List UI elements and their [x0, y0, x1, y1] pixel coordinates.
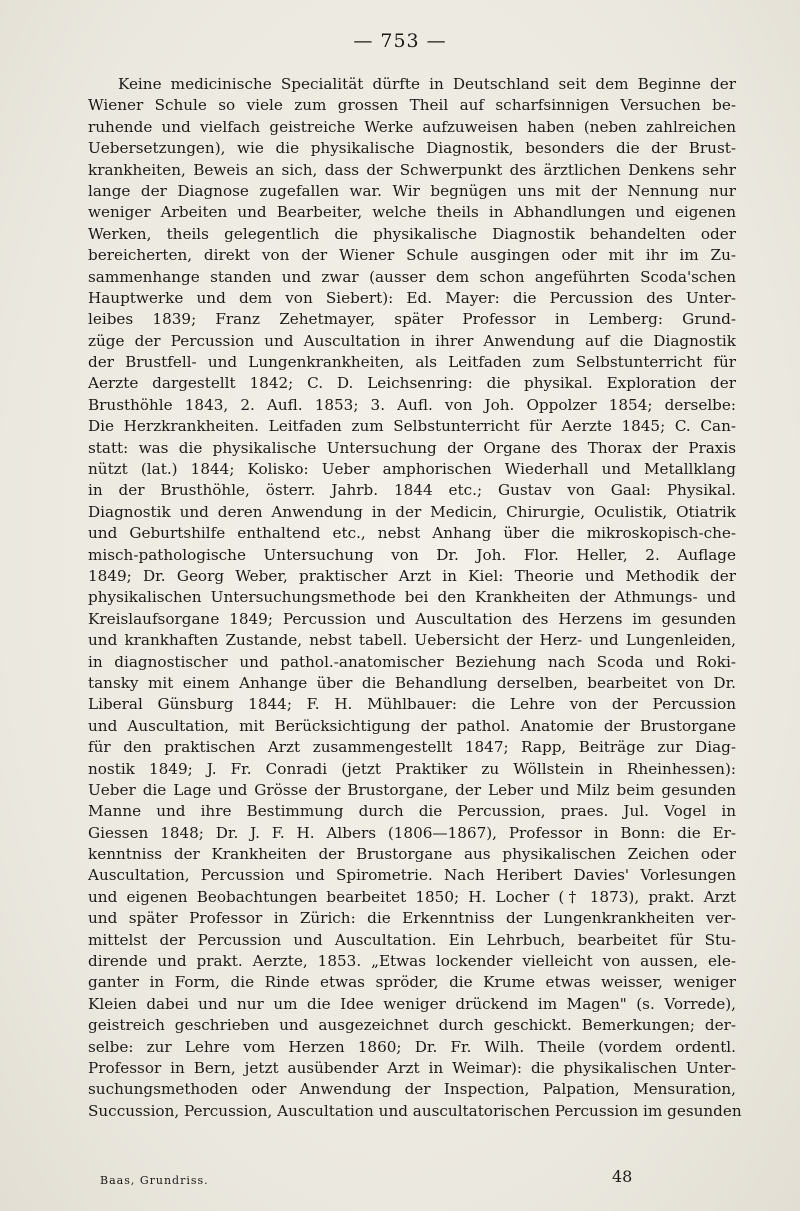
text-line: geistreich geschrieben und ausgezeichnet durch geschickt. Bemerkungen; der-: [88, 1016, 736, 1035]
text-line: Kreislaufsorgane 1849; Percussion und Auscultation des Herzens im gesunden: [88, 609, 736, 628]
text-line: Uebersetzungen), wie die physikalische Diagnostik, besonders die der Brust-: [88, 139, 736, 158]
text-line: lange der Diagnose zugefallen war. Wir begnügen uns mit der Nennung nur: [88, 181, 736, 200]
text-line: leibes 1839; Franz Zehetmayer, später Professor in Lemberg: Grund-: [88, 310, 736, 329]
text-line: der Brustfell- und Lungenkrankheiten, als Leitfaden zum Selbstunterricht für: [88, 353, 736, 372]
text-line: Professor in Bern, jetzt ausübender Arzt in Weimar): die physikalischen Unter-: [88, 1058, 736, 1077]
text-line: nützt (lat.) 1844; Kolisko: Ueber amphorischen Wiederhall und Metallklang: [88, 460, 736, 479]
text-line: und Auscultation, mit Berücksichtigung der pathol. Anatomie der Brustorgane: [88, 716, 736, 735]
text-line: Keine medicinische Specialität dürfte in Deutschland seit dem Beginne der: [118, 75, 736, 93]
text-line: misch-pathologische Untersuchung von Dr. Joh. Flor. Heller, 2. Auflage: [88, 545, 736, 564]
text-line: ruhende und vielfach geistreiche Werke aufzuweisen haben (neben zahlreichen: [88, 117, 736, 136]
text-line: Kleien dabei und nur um die Idee weniger drückend im Magen" (s. Vorrede),: [88, 994, 736, 1013]
text-line: mittelst der Percussion und Auscultation. Ein Lehrbuch, bearbeitet für Stu-: [88, 930, 736, 949]
body-text: [88, 74, 742, 1122]
text-line: in der Brusthöhle, österr. Jahrb. 1844 etc.; Gustav von Gaal: Physikal.: [88, 481, 736, 500]
text-line: Auscultation, Percussion und Spirometrie. Nach Heribert Davies' Vorlesungen: [88, 866, 736, 885]
text-line: und später Professor in Zürich: die Erkenntniss der Lungenkrankheiten ver-: [88, 909, 736, 928]
text-line: Diagnostik und deren Anwendung in der Medicin, Chirurgie, Oculistik, Otiatrik: [88, 502, 736, 521]
text-line: 1849; Dr. Georg Weber, praktischer Arzt in Kiel: Theorie und Methodik der: [88, 566, 736, 585]
page-number: — 753 —: [353, 30, 447, 52]
text-line: und krankhaften Zustande, nebst tabell. Uebersicht der Herz- und Lungenleiden,: [88, 631, 736, 650]
text-line: suchungsmethoden oder Anwendung der Inspection, Palpation, Mensuration,: [88, 1080, 736, 1099]
text-line: Manne und ihre Bestimmung durch die Percussion, praes. Jul. Vogel in: [88, 802, 736, 821]
text-line: züge der Percussion und Auscultation in ihrer Anwendung auf die Diagnostik: [88, 331, 736, 350]
footer-book-title: Baas, Grundriss.: [100, 1174, 209, 1187]
text-line: Liberal Günsburg 1844; F. H. Mühlbauer: die Lehre von der Percussion: [88, 695, 736, 714]
text-line: sammenhange standen und zwar (ausser dem schon angeführten Scoda'schen: [88, 267, 736, 286]
text-line: Werken, theils gelegentlich die physikalische Diagnostik behandelten oder: [88, 224, 736, 243]
text-line: Succussion, Percussion, Auscultation und auscultatorischen Percussion im gesunden: [88, 1101, 742, 1120]
text-line: weniger Arbeiten und Bearbeiter, welche theils in Abhandlungen und eigenen: [88, 203, 736, 222]
text-line: krankheiten, Beweis an sich, dass der Schwerpunkt des ärztlichen Denkens sehr: [88, 160, 736, 179]
text-line: statt: was die physikalische Untersuchung der Organe des Thorax der Praxis: [88, 438, 736, 457]
text-line: Die Herzkrankheiten. Leitfaden zum Selbstunterricht für Aerzte 1845; C. Can-: [88, 417, 736, 436]
text-line: physikalischen Untersuchungsmethode bei den Krankheiten der Athmungs- und: [88, 588, 736, 607]
text-line: dirende und prakt. Aerzte, 1853. „Etwas lockender vielleicht von aussen, ele-: [88, 952, 736, 971]
text-line: für den praktischen Arzt zusammengestellt 1847; Rapp, Beiträge zur Diag-: [88, 738, 736, 757]
text-line: Giessen 1848; Dr. J. F. H. Albers (1806—1867), Professor in Bonn: die Er-: [88, 823, 736, 842]
text-line: nostik 1849; J. Fr. Conradi (jetzt Praktiker zu Wöllstein in Rheinhessen):: [88, 759, 736, 778]
text-line: ganter in Form, die Rinde etwas spröder, die Krume etwas weisser, weniger: [88, 973, 736, 992]
text-line: kenntniss der Krankheiten der Brustorgane aus physikalischen Zeichen oder: [88, 845, 736, 864]
footer-signature-number: 48: [612, 1167, 633, 1186]
text-line: Wiener Schule so viele zum grossen Theil auf scharfsinnigen Versuchen be-: [88, 96, 736, 115]
text-line: in diagnostischer und pathol.-anatomischer Beziehung nach Scoda und Roki-: [88, 652, 736, 671]
text-line: Brusthöhle 1843, 2. Aufl. 1853; 3. Aufl. von Joh. Oppolzer 1854; derselbe:: [88, 395, 736, 414]
text-line: selbe: zur Lehre vom Herzen 1860; Dr. Fr. Wilh. Theile (vordem ordentl.: [88, 1037, 736, 1056]
text-line: Hauptwerke und dem von Siebert): Ed. Mayer: die Percussion des Unter-: [88, 288, 736, 307]
text-line: Aerzte dargestellt 1842; C. D. Leichsenring: die physikal. Exploration der: [88, 374, 736, 393]
text-line: tansky mit einem Anhange über die Behandlung derselben, bearbeitet von Dr.: [88, 673, 736, 692]
text-line: und Geburtshilfe enthaltend etc., nebst Anhang über die mikroskopisch-che-: [88, 524, 736, 543]
text-line: und eigenen Beobachtungen bearbeitet 1850; H. Locher († 1873), prakt. Arzt: [88, 887, 736, 906]
text-line: bereicherten, direkt von der Wiener Schule ausgingen oder mit ihr im Zu-: [88, 246, 736, 265]
text-line: Ueber die Lage und Grösse der Brustorgane, der Leber und Milz beim gesunden: [88, 780, 736, 799]
